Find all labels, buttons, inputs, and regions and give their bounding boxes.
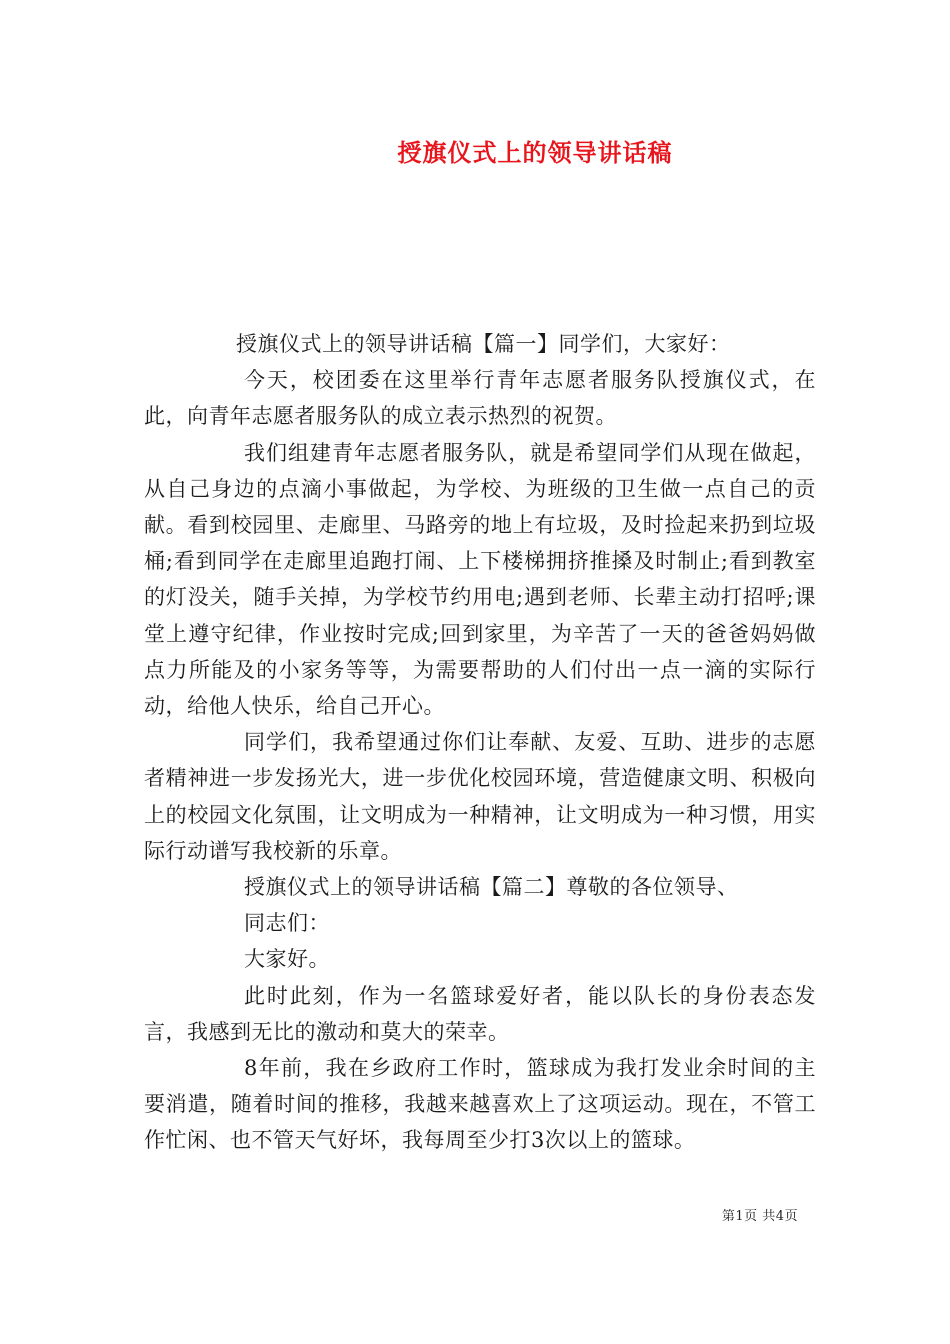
paragraph: 授旗仪式上的领导讲话稿【篇一】同学们，大家好：	[236, 332, 731, 356]
paragraph: 我们组建青年志愿者服务队，就是希望同学们从现在做起，从自己身边的点滴小事做起，为学校、为班级的卫生做一点自己的贡献。看到校园里、走廊里、马路旁的地上有垃圾，及时捡起来扔到垃圾桶;看到同学在走廊里追跑打闹、上下楼梯拥挤推搡及时制止;看到教室的灯没关，随手关掉，为学校节约用电;遇到老师、长辈主动打招呼;课堂上遵守纪律，作业按时完成;回到家里，为辛苦了一天的爸爸妈妈做点力所能及的小家务等等，为需要帮助的人们付出一点一滴的实际行动，给他人快乐，给自己开心。	[144, 440, 816, 719]
paragraph: 8年前，我在乡政府工作时，篮球成为我打发业余时间的主要消遣，随着时间的推移，我越来越喜欢上了这项运动。现在，不管工作忙闲、也不管天气好坏，我每周至少打3次以上的篮球。	[144, 1056, 816, 1153]
paragraph: 大家好。	[244, 947, 330, 972]
paragraph: 此时此刻，作为一名篮球爱好者，能以队长的身份表态发言，我感到无比的激动和莫大的荣幸。	[144, 983, 816, 1044]
paragraph: 今天，校团委在这里举行青年志愿者服务队授旗仪式，在此，向青年志愿者服务队的成立表示热烈的祝贺。	[144, 368, 816, 429]
paragraph: 同志们：	[244, 911, 330, 936]
paragraph: 授旗仪式上的领导讲话稿【篇二】尊敬的各位领导、	[244, 875, 739, 900]
document-body	[144, 326, 816, 1159]
paragraph: 同学们，我希望通过你们让奉献、友爱、互助、进步的志愿者精神进一步发扬光大，进一步优化校园环境，营造健康文明、积极向上的校园文化氛围，让文明成为一种精神，让文明成为一种习惯，用实际行动谱写我校新的乐章。	[144, 730, 816, 863]
document-title: 授旗仪式上的领导讲话稿	[397, 138, 673, 167]
page-number: 第1页 共4页	[721, 1209, 799, 1224]
